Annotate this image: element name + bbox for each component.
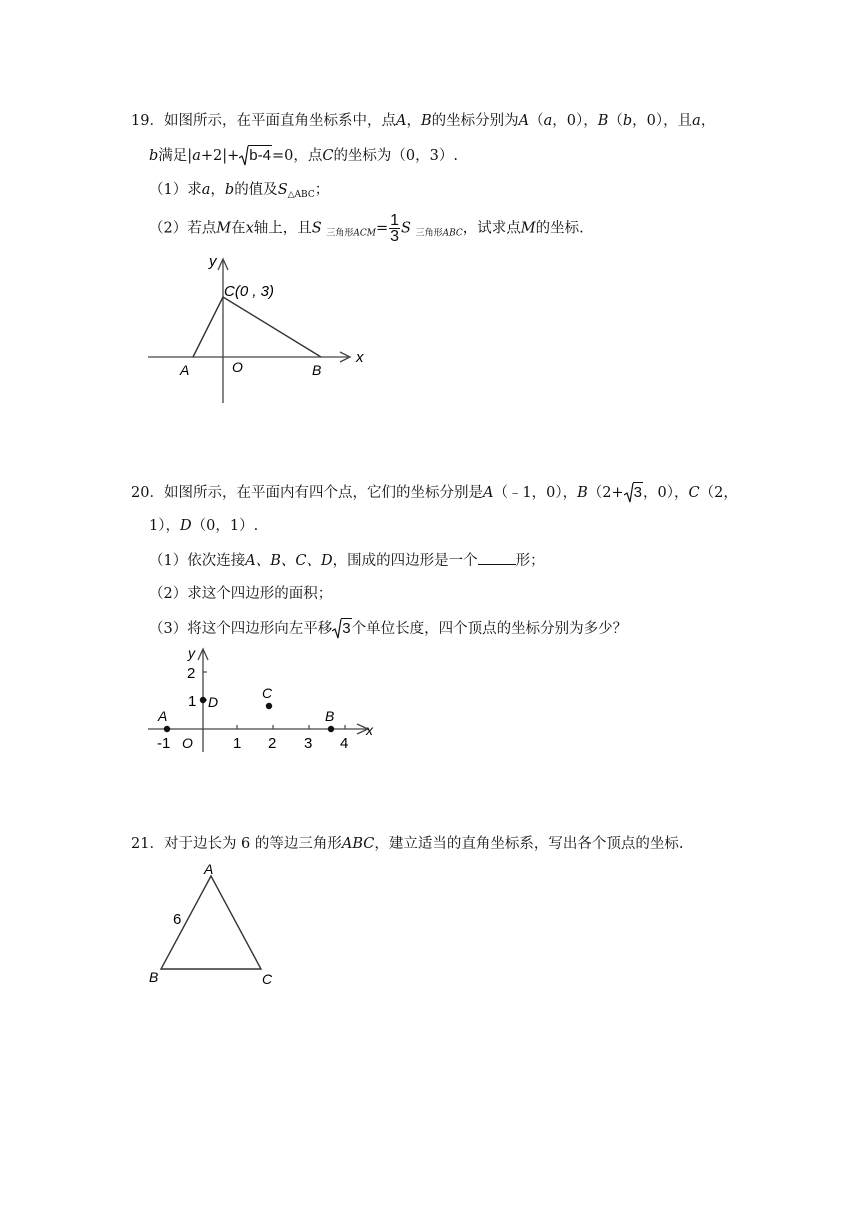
origin-label: O bbox=[182, 735, 193, 751]
x-tick-label-3: 3 bbox=[304, 735, 313, 752]
y-tick-label-2: 2 bbox=[187, 665, 196, 682]
q21-line1: 21．对于边长为 6 的等边三角形ABC，建立适当的直角坐标系，写出各个顶点的坐标. bbox=[131, 836, 684, 852]
answer-blank[interactable] bbox=[478, 550, 516, 565]
q19-line1: 19．如图所示，在平面直角坐标系中，点A，B的坐标分别为A（a，0），B（b，0），且a， bbox=[131, 113, 716, 129]
triangle-abc bbox=[193, 297, 321, 357]
q19-line2: b满足|a+2|+ b-4=0，点C的坐标为（0，3）. bbox=[149, 147, 458, 164]
fraction-one-third: $\frac{1}{3}$ bbox=[390, 212, 400, 245]
q20-figure bbox=[140, 640, 380, 760]
point-c-label: C(0 , 3) bbox=[224, 283, 275, 300]
vertex-a-label: A bbox=[204, 861, 214, 877]
q19-part1: （1）求a，b的值及$S_{\triangle ABC}$； bbox=[149, 182, 330, 200]
point-a bbox=[164, 726, 170, 732]
origin-label: O bbox=[232, 359, 243, 375]
q19-part2: （2）若点M在x轴上，且S $_{三角形ACM}$= $\frac{1}{3}$ S $_{三角形ABC}$，试求点M的坐标. bbox=[149, 212, 584, 245]
vertex-b-label: B bbox=[149, 969, 159, 985]
point-a-label: A bbox=[158, 708, 168, 724]
point-c-label: C bbox=[262, 685, 273, 701]
q19-figure bbox=[140, 250, 380, 410]
point-b bbox=[328, 726, 334, 732]
y-tick-label-1: 1 bbox=[188, 693, 197, 710]
sqrt-3-shift: 3 bbox=[332, 618, 351, 639]
x-tick-label-4: 4 bbox=[340, 735, 349, 752]
q19-number: 19． bbox=[131, 113, 164, 129]
q20-line2: 1），D（0，1）. bbox=[149, 518, 259, 534]
x-tick-label-2: 2 bbox=[268, 735, 277, 752]
q21-number: 21． bbox=[131, 836, 164, 852]
q20-part2: （2）求这个四边形的面积； bbox=[149, 586, 333, 602]
vertex-c-label: C bbox=[262, 971, 273, 987]
sqrt-3: 3 bbox=[624, 482, 643, 503]
x-tick-label-minus1: -1 bbox=[157, 735, 171, 752]
point-b-label: B bbox=[325, 708, 335, 724]
q21-figure bbox=[140, 860, 300, 990]
q20-line1: 20．如图所示，在平面内有四个点，它们的坐标分别是A（﹣1，0），B（2+ 3，0），C（2， bbox=[131, 484, 738, 501]
q20-number: 20． bbox=[131, 485, 164, 501]
x-tick-label-1: 1 bbox=[233, 735, 242, 752]
point-c bbox=[266, 703, 272, 709]
point-d bbox=[200, 697, 206, 703]
y-label: y bbox=[209, 253, 217, 270]
point-b-label: B bbox=[312, 362, 322, 378]
sqrt-b-minus-4: b-4 bbox=[239, 145, 272, 166]
y-label: y bbox=[188, 645, 195, 661]
q20-part3: （3）将这个四边形向左平移 3个单位长度，四个顶点的坐标分别为多少？ bbox=[149, 620, 628, 637]
side-length-label: 6 bbox=[173, 911, 182, 928]
x-label: x bbox=[366, 722, 373, 738]
point-a-label: A bbox=[180, 362, 190, 378]
point-d-label: D bbox=[208, 694, 219, 710]
q20-part1: （1）依次连接A、B、C、D，围成的四边形是一个 形； bbox=[149, 550, 545, 571]
x-label: x bbox=[356, 349, 364, 366]
